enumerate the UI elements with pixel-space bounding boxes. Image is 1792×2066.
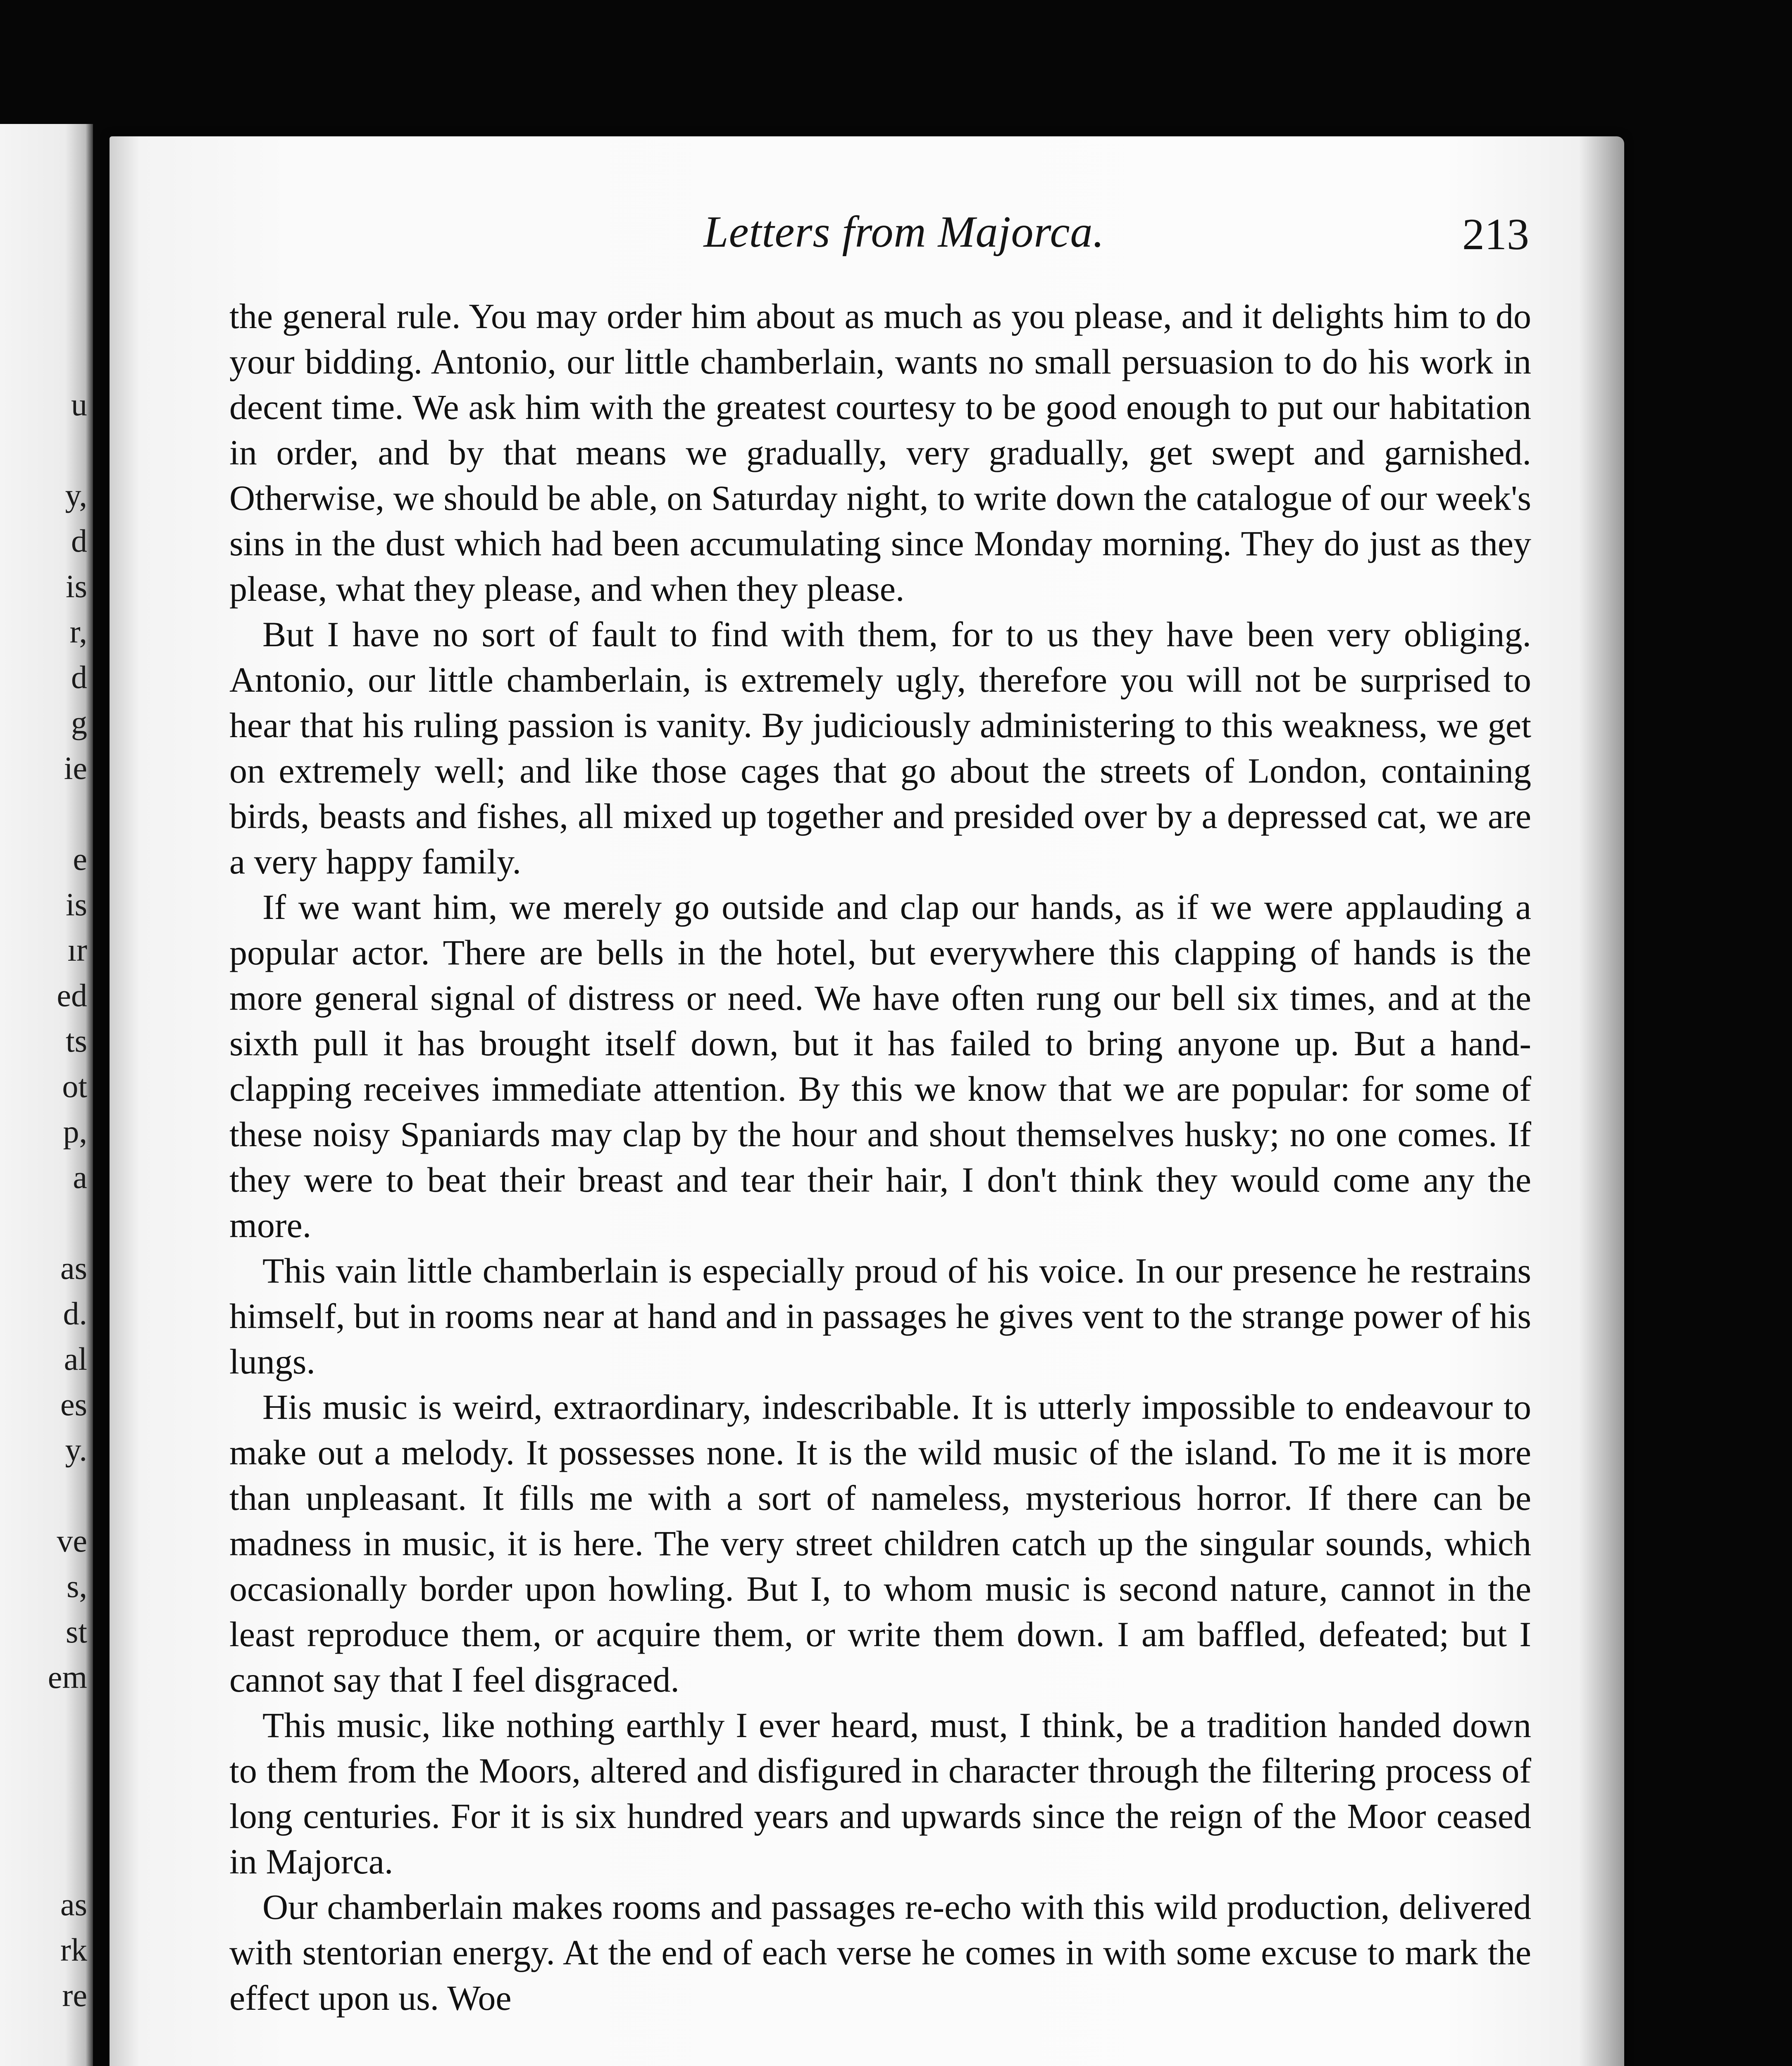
- left-page-fragment: is: [65, 568, 87, 604]
- left-page-fragment: ed: [57, 977, 87, 1013]
- left-page-fragment: ır: [67, 932, 87, 968]
- page-header: [110, 207, 1624, 264]
- left-page-fragment: ie: [64, 750, 87, 786]
- book-page: [110, 136, 1624, 2066]
- left-page-fragment: s,: [67, 1568, 87, 1604]
- previous-page-edge: [0, 124, 93, 2066]
- left-page-fragment: g: [71, 705, 87, 740]
- paragraph: His music is weird, extraordinary, indescribable. It is utterly impossible to endeavour to make out a melody. It possesses none. It is the wild music of the island. To me it is more than unpleasant. It fills me with a sort of nameless, mysterious horror. If there can be madness in music, it is here. The very street children catch up the singular sounds, which occasionally border upon howling. But I, to whom music is second nature, cannot in the least reproduce them, or acquire them, or write them down. I am baffled, defeated; but I cannot say that I feel disgraced.: [229, 1387, 1531, 1699]
- left-page-fragment: es: [60, 1386, 87, 1422]
- paragraph: If we want him, we merely go outside and clap our hands, as if we were applauding a popular actor. There are bells in the hotel, but everywhere this clapping of hands is the more general signal of distress or need. We have often rung our bell six times, and at the sixth pull it has brought itself down, but it has failed to bring anyone up. But a hand-clapping receives immediate attention. By this we know that we are popular: for some of these noisy Spaniards may clap by the hour and shout themselves husky; no one comes. If they were to beat their breast and tear their hair, I don't think they would come any the more.: [229, 887, 1531, 1245]
- left-page-fragment: ts: [65, 1023, 87, 1059]
- page-number: 213: [1462, 210, 1529, 259]
- left-page-fragment: rk: [60, 1932, 87, 1968]
- left-page-fragment: r,: [69, 614, 87, 650]
- left-page-fragment: em: [48, 1659, 87, 1695]
- paragraph: Our chamberlain makes rooms and passages re-echo with this wild production, delivered with stentorian energy. At the end of each verse he comes in with some excuse to mark the effect upon us. Woe: [229, 1887, 1531, 2018]
- left-page-fragment: y.: [65, 1432, 87, 1468]
- left-page-fragment: a: [73, 1159, 87, 1195]
- left-page-fragment: y,: [65, 477, 87, 513]
- left-page-fragment: as: [60, 1250, 87, 1286]
- left-page-fragment: d: [71, 523, 87, 559]
- left-page-fragment: as: [60, 1886, 87, 1922]
- running-title: Letters from Majorca.: [703, 207, 1105, 257]
- body-text: [229, 293, 1531, 2021]
- paragraph: This music, like nothing earthly I ever heard, must, I think, be a tradition handed down to them from the Moors, altered and disfigured in character through the filtering process of long centuries. For it is six hundred years and upwards since the reign of the Moor ceased in Majorca.: [229, 1705, 1531, 1881]
- left-page-fragment: ot: [62, 1068, 87, 1104]
- left-page-fragment: d.: [63, 1295, 87, 1331]
- left-page-fragment: p,: [63, 1114, 87, 1150]
- paragraph: the general rule. You may order him about as much as you please, and it delights him to do your bidding. Antonio, our little chamberlain, wants no small persuasion to do his work in decent time. We ask him with the greatest courtesy to be good enough to put our habitation in order, and by that means we gradually, very gradually, get swept and garnished. Otherwise, we should be able, on Saturday night, to write down the catalogue of our week's sins in the dust which had been accumulating since Monday morning. They do just as they please, what they please, and when they please.: [229, 296, 1531, 609]
- left-page-fragment: ve: [57, 1523, 87, 1559]
- paragraph: But I have no sort of fault to find with them, for to us they have been very obliging. Antonio, our little chamberlain, is extremely ugly, therefore you will not be surprised to hear that his ruling passion is vanity. By judiciously administering to this weakness, we get on extremely well; and like those cages that go about the streets of London, containing birds, beasts and fishes, all mixed up together and presided over by a depressed cat, we are a very happy family.: [229, 614, 1531, 881]
- left-page-fragment: is: [65, 886, 87, 922]
- left-page-fragment: u: [71, 386, 87, 422]
- left-page-fragment: st: [65, 1614, 87, 1649]
- left-page-fragment: e: [73, 841, 87, 877]
- left-page-fragment: re: [62, 1977, 87, 2013]
- paragraph: This vain little chamberlain is especially proud of his voice. In our presence he restrains himself, but in rooms near at hand and in passages he gives vent to the strange power of his lungs.: [229, 1251, 1531, 1381]
- left-page-fragment: d: [71, 659, 87, 695]
- left-page-fragment: al: [64, 1341, 87, 1377]
